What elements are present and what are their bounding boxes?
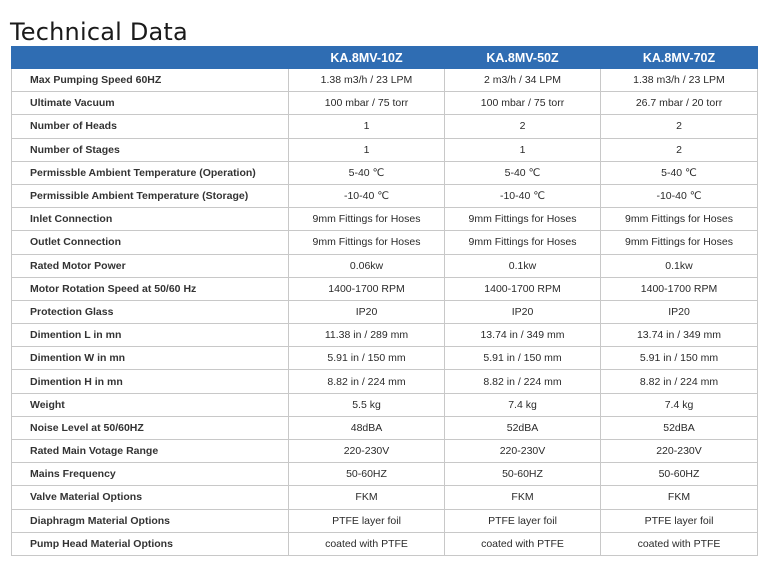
row-label: Noise Level at 50/60HZ [12,416,289,439]
header-cell-ka8mv-10z: KA.8MV-10Z [289,47,445,69]
value-cell: 1.38 m3/h / 23 LPM [601,69,758,92]
row-label: Permissble Ambient Temperature (Operation) [12,161,289,184]
table-row [12,393,758,416]
row-label: Ultimate Vacuum [12,92,289,115]
value-cell: -10-40 ℃ [289,184,445,207]
value-cell: PTFE layer foil [289,509,445,532]
value-cell: FKM [289,486,445,509]
table-row [12,254,758,277]
value-cell: PTFE layer foil [601,509,758,532]
table-row [12,138,758,161]
value-cell: 100 mbar / 75 torr [445,92,601,115]
table-row [12,277,758,300]
value-cell: 50-60HZ [445,463,601,486]
value-cell: 1 [289,115,445,138]
row-label: Valve Material Options [12,486,289,509]
value-cell: coated with PTFE [289,532,445,555]
value-cell: 100 mbar / 75 torr [289,92,445,115]
value-cell: coated with PTFE [445,532,601,555]
table-row [12,231,758,254]
row-label: Mains Frequency [12,463,289,486]
technical-data-table [11,46,758,556]
value-cell: 5-40 ℃ [445,161,601,184]
value-cell: 1400-1700 RPM [601,277,758,300]
table-header [12,47,758,69]
value-cell: 2 [601,138,758,161]
value-cell: 52dBA [445,416,601,439]
table-row [12,532,758,555]
value-cell: 13.74 in / 349 mm [601,324,758,347]
value-cell: 52dBA [601,416,758,439]
table-row [12,69,758,92]
value-cell: 5.91 in / 150 mm [601,347,758,370]
value-cell: 1400-1700 RPM [289,277,445,300]
table-row [12,370,758,393]
value-cell: 50-60HZ [601,463,758,486]
row-label: Rated Main Votage Range [12,440,289,463]
table-row [12,208,758,231]
value-cell: IP20 [289,300,445,323]
row-label: Number of Stages [12,138,289,161]
table-row [12,324,758,347]
row-label: Outlet Connection [12,231,289,254]
value-cell: FKM [445,486,601,509]
table-row [12,300,758,323]
value-cell: IP20 [445,300,601,323]
row-label: Permissible Ambient Temperature (Storage) [12,184,289,207]
row-label: Number of Heads [12,115,289,138]
value-cell: 8.82 in / 224 mm [445,370,601,393]
value-cell: 9mm Fittings for Hoses [289,208,445,231]
value-cell: 9mm Fittings for Hoses [445,231,601,254]
value-cell: 1400-1700 RPM [445,277,601,300]
row-label: Dimention W in mn [12,347,289,370]
value-cell: 2 [601,115,758,138]
value-cell: 5-40 ℃ [601,161,758,184]
value-cell: -10-40 ℃ [445,184,601,207]
row-label: Max Pumping Speed 60HZ [12,69,289,92]
value-cell: 26.7 mbar / 20 torr [601,92,758,115]
value-cell: PTFE layer foil [445,509,601,532]
value-cell: 48dBA [289,416,445,439]
table-row [12,161,758,184]
header-cell-ka8mv-70z: KA.8MV-70Z [601,47,758,69]
page-title: Technical Data [10,18,188,47]
row-label: Rated Motor Power [12,254,289,277]
table-row [12,115,758,138]
value-cell: 220-230V [445,440,601,463]
row-label: Motor Rotation Speed at 50/60 Hz [12,277,289,300]
value-cell: 2 m3/h / 34 LPM [445,69,601,92]
value-cell: 9mm Fittings for Hoses [601,231,758,254]
value-cell: 13.74 in / 349 mm [445,324,601,347]
table-row [12,416,758,439]
value-cell: 9mm Fittings for Hoses [601,208,758,231]
table-row [12,92,758,115]
table-row [12,347,758,370]
row-label: Diaphragm Material Options [12,509,289,532]
row-label: Protection Glass [12,300,289,323]
value-cell: 8.82 in / 224 mm [289,370,445,393]
value-cell: 9mm Fittings for Hoses [445,208,601,231]
value-cell: 7.4 kg [601,393,758,416]
value-cell: 9mm Fittings for Hoses [289,231,445,254]
table-row [12,486,758,509]
row-label: Pump Head Material Options [12,532,289,555]
header-row [12,47,758,69]
value-cell: 220-230V [601,440,758,463]
table-row [12,440,758,463]
value-cell: 5-40 ℃ [289,161,445,184]
value-cell: 0.06kw [289,254,445,277]
header-cell-ka8mv-50z: KA.8MV-50Z [445,47,601,69]
row-label: Dimention L in mn [12,324,289,347]
table-row [12,184,758,207]
value-cell: IP20 [601,300,758,323]
value-cell: 0.1kw [601,254,758,277]
value-cell: 220-230V [289,440,445,463]
row-label: Weight [12,393,289,416]
value-cell: 1 [445,138,601,161]
value-cell: -10-40 ℃ [601,184,758,207]
value-cell: 5.91 in / 150 mm [289,347,445,370]
table-row [12,463,758,486]
value-cell: 8.82 in / 224 mm [601,370,758,393]
value-cell: 5.5 kg [289,393,445,416]
row-label: Dimention H in mn [12,370,289,393]
table-body [12,69,758,556]
header-cell-spec [12,47,289,69]
value-cell: 5.91 in / 150 mm [445,347,601,370]
table-row [12,509,758,532]
row-label: Inlet Connection [12,208,289,231]
value-cell: 0.1kw [445,254,601,277]
value-cell: FKM [601,486,758,509]
value-cell: 2 [445,115,601,138]
value-cell: 7.4 kg [445,393,601,416]
value-cell: 11.38 in / 289 mm [289,324,445,347]
value-cell: 1 [289,138,445,161]
value-cell: 1.38 m3/h / 23 LPM [289,69,445,92]
value-cell: coated with PTFE [601,532,758,555]
value-cell: 50-60HZ [289,463,445,486]
